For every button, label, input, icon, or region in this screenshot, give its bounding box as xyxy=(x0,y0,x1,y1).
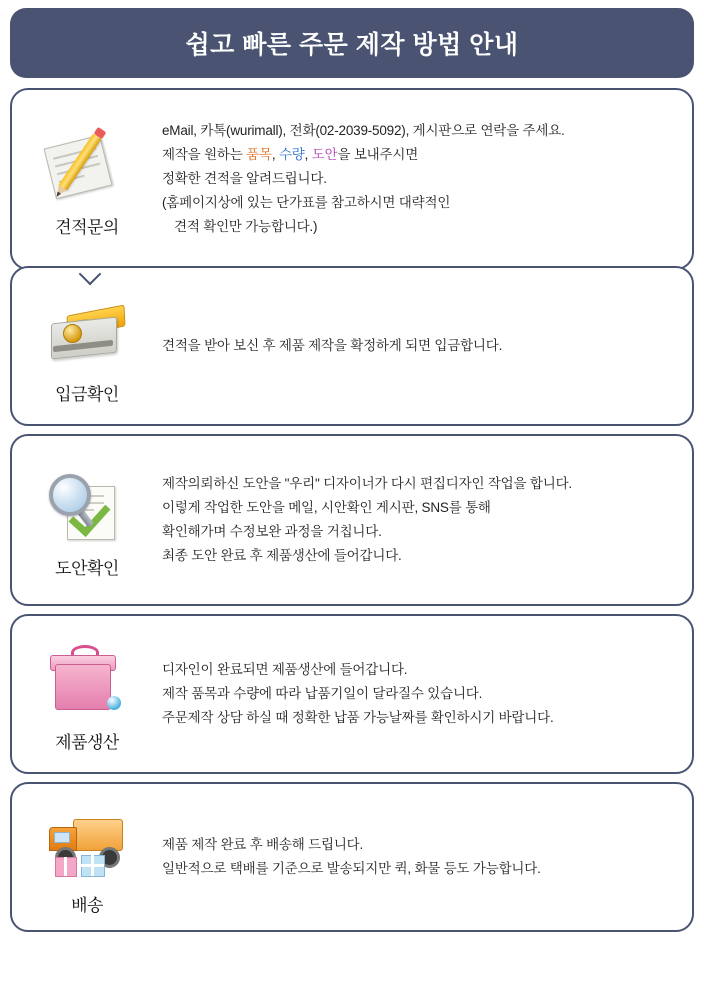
step-label: 입금확인 xyxy=(55,384,119,404)
step-text-column xyxy=(162,90,692,268)
steps-list xyxy=(6,88,698,932)
step-text-column xyxy=(162,436,692,604)
step-line: 제작의뢰하신 도안을 "우리" 디자이너가 다시 편집디자인 작업을 합니다. xyxy=(162,475,572,491)
page-title: 쉽고 빠른 주문 제작 방법 안내 xyxy=(185,31,519,59)
line-segment-qty: 수량 xyxy=(278,146,305,162)
step-icon-column xyxy=(12,616,162,772)
step-line: (홈페이지상에 있는 단가표를 참고하시면 대략적인 xyxy=(162,195,451,210)
step-line: 확인해가며 수정보완 과정을 거칩니다. xyxy=(162,524,382,539)
step-line: 제품 제작 완료 후 배송해 드립니다. xyxy=(162,836,364,852)
step-icon-column xyxy=(12,436,162,604)
step-card-delivery xyxy=(10,782,694,932)
step-label: 도안확인 xyxy=(55,558,119,578)
step-line: 견적을 받아 보신 후 제품 제작을 확정하게 되면 입금합니다. xyxy=(162,337,503,353)
step-line: 견적 확인만 가능합니다.) xyxy=(174,219,318,235)
step-line: 일반적으로 택배를 기준으로 발송되지만 퀵, 화물 등도 가능합니다. xyxy=(162,861,541,876)
line-segment: , xyxy=(271,146,279,162)
gift-box-icon xyxy=(41,642,133,720)
page-header xyxy=(10,8,694,78)
step-icon-column xyxy=(12,90,162,268)
step-label: 견적문의 xyxy=(55,217,119,237)
step-card-quote xyxy=(10,88,694,270)
step-line: 제작 품목과 수량에 따라 납품기일이 달라질수 있습니다. xyxy=(162,685,483,701)
step-label: 배송 xyxy=(71,895,103,915)
line-segment-item: 품목 xyxy=(246,146,272,162)
line-segment-design: 도안 xyxy=(311,146,338,162)
step-line: 이렇게 작업한 도안을 메일, 시안확인 게시판, SNS를 통해 xyxy=(162,499,491,515)
step-line: 디자인이 완료되면 제품생산에 들어갑니다. xyxy=(162,661,408,677)
step-line: 주문제작 상담 하실 때 정확한 납품 가능날짜를 확인하시기 바랍니다. xyxy=(162,710,554,725)
step-line: 정확한 견적을 알려드립니다. xyxy=(162,170,327,186)
wallet-card-coin-icon xyxy=(41,294,133,372)
step-line: 최종 도안 완료 후 제품생산에 들어갑니다. xyxy=(162,548,402,564)
line-segment: 제작을 원하는 xyxy=(162,146,247,162)
line-segment: 을 보내주시면 xyxy=(337,146,419,162)
notepad-pencil-icon xyxy=(41,127,133,205)
step-card-production xyxy=(10,614,694,774)
step-card-payment xyxy=(10,266,694,426)
step-text-column xyxy=(162,784,692,930)
step-line-highlighted xyxy=(162,143,678,167)
magnifier-check-icon xyxy=(41,468,133,546)
step-line: eMail, 카톡(wurimall), 전화(02-2039-5092), 게시판으로 연락을 주세요. xyxy=(162,122,565,138)
step-icon-column xyxy=(12,268,162,424)
step-icon-column xyxy=(12,784,162,930)
step-card-design-check xyxy=(10,434,694,606)
delivery-truck-icon xyxy=(41,805,133,883)
step-text-column xyxy=(162,616,692,772)
step-label: 제품생산 xyxy=(55,732,119,752)
line-segment: , xyxy=(304,146,312,162)
step-text-column xyxy=(162,268,692,424)
